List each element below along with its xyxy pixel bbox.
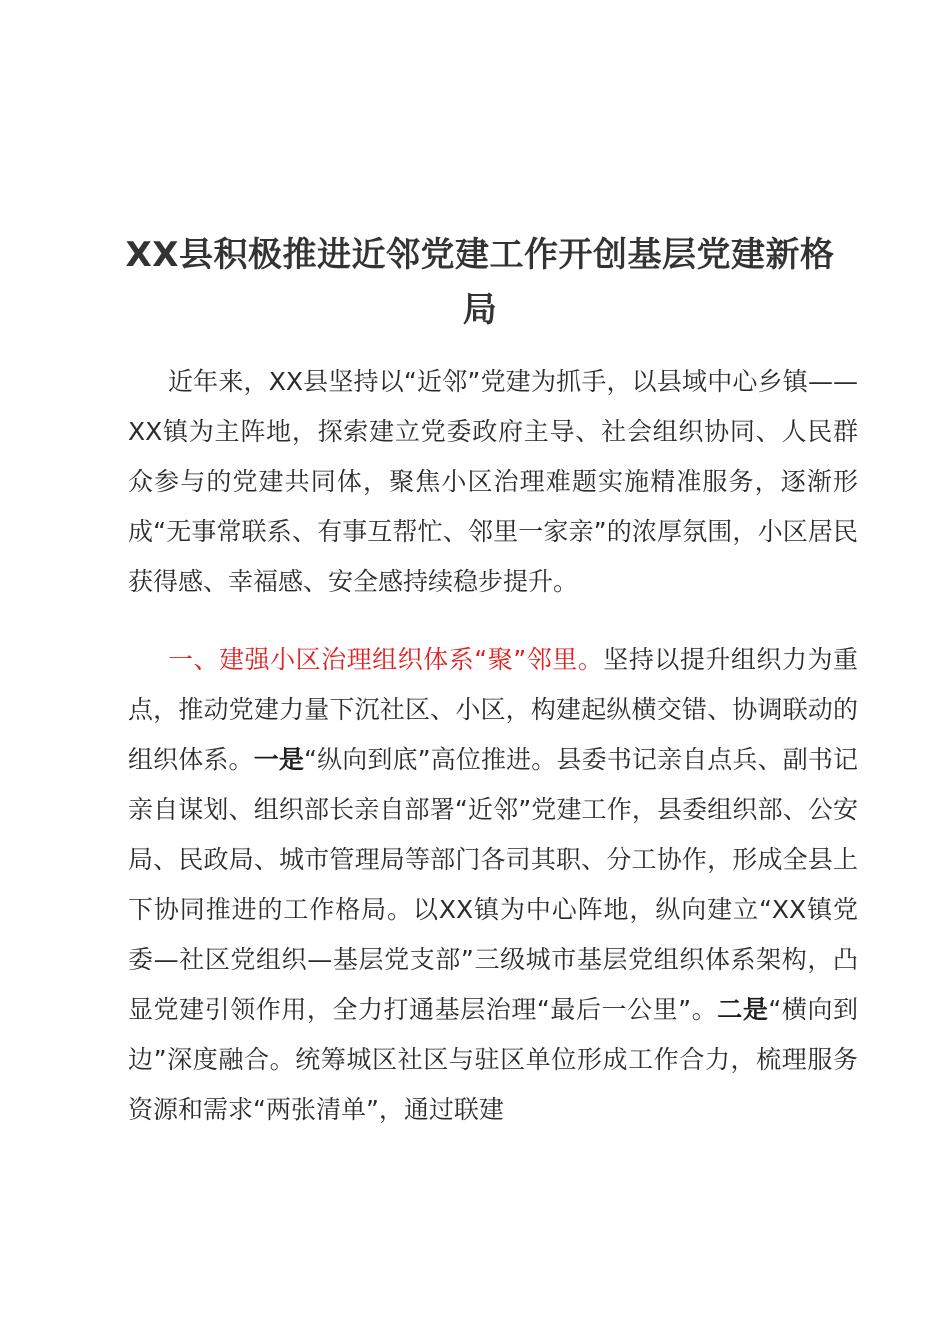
intro-paragraph: 近年来，XX县坚持以“近邻”党建为抓手，以县域中心乡镇——XX镇为主阵地，探索建立党委政府主导、社会组织协同、人民群众参与的党建共同体，聚焦小区治理难题实施精准服务，逐渐形成“无事常联系、有事互帮忙、邻里一家亲”的浓厚氛围，小区居民获得感、幸福感、安全感持续稳步提升。: [128, 367, 858, 596]
section-1-text-2: “纵向到底”高位推进。县委书记亲自点兵、副书记亲自谋划、组织部长亲自部署“近邻”党建工作，县委组织部、公安局、民政局、城市管理局等部门各司其职、分工协作，形成全县上下协同推进的工作格局。以XX镇为中心阵地，纵向建立“XX镇党委—社区党组织—基层党支部”三级城市基层党组织体系架构，凸显党建引领作用，全力打通基层治理“最后一公里”。: [128, 745, 858, 1024]
label-first-point: 一是: [253, 745, 304, 774]
document-title: XX县积极推进近邻党建工作开创基层党建新格局: [125, 235, 835, 330]
section-1-heading: 一、建强小区治理组织体系“聚”邻里。: [168, 645, 604, 674]
section-1-text-3: “横向到边”深度融合。统筹城区社区与驻区单位形成工作合力，梳理服务资源和需求“两张清单”，通过联建: [128, 995, 859, 1124]
label-second-point: 二是: [717, 995, 769, 1024]
section-1-text-1: 坚持以提升组织力为重点，推动党建力量下沉社区、小区，构建起纵横交错、协调联动的组织体系。: [128, 645, 858, 774]
section-1-paragraph: [128, 635, 858, 1135]
